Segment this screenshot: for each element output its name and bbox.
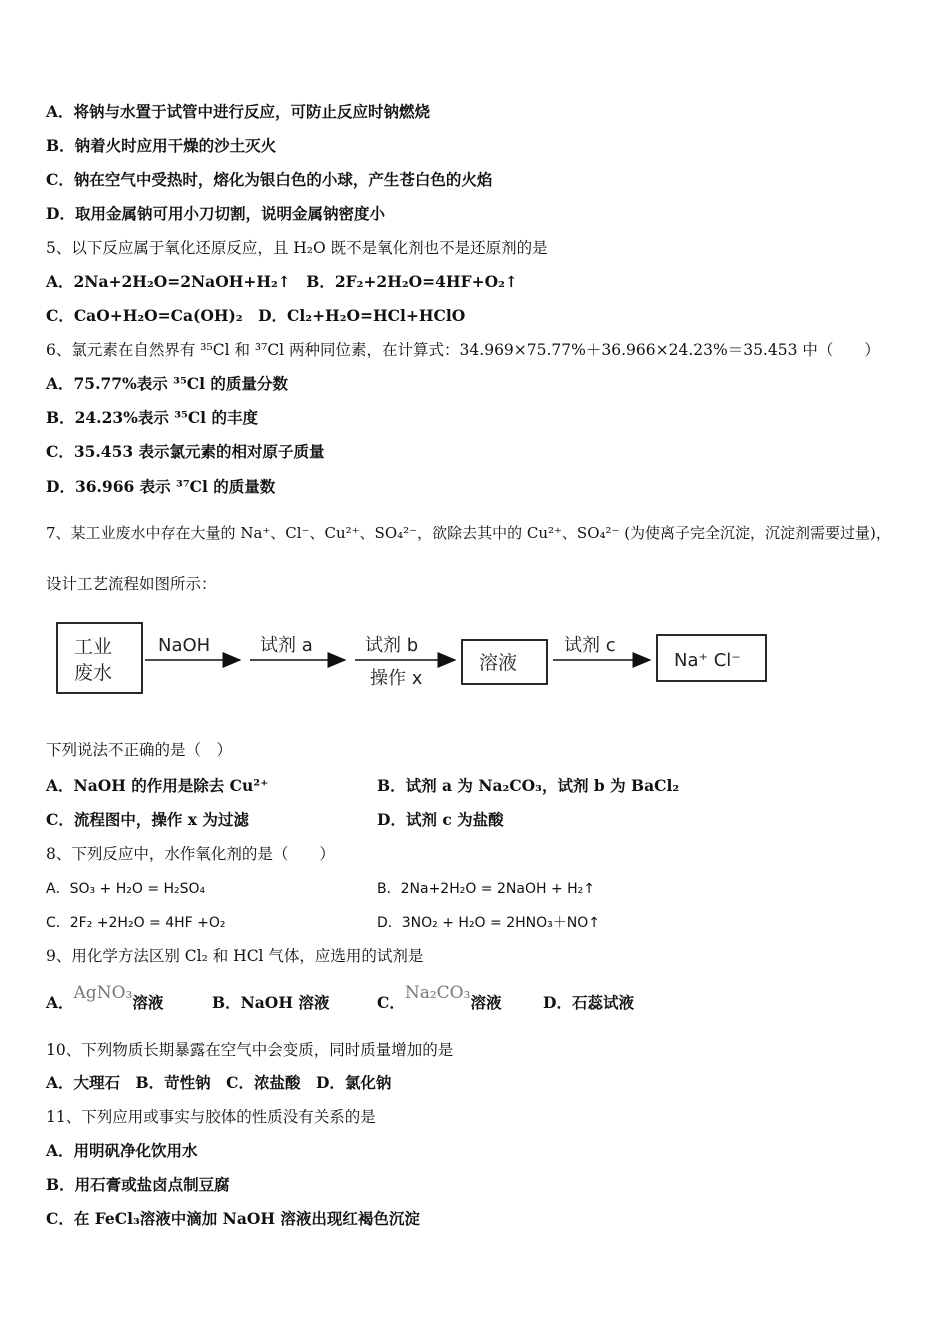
q8-stem: 8、下列反应中，水作氧化剂的是（ ） (46, 845, 335, 863)
q6-option-d: D．36.966 表示 ³⁷Cl 的质量数 (46, 477, 276, 496)
q4-option-b: B．钠着火时应用干燥的沙土灭火 (46, 136, 277, 155)
flow-box-wastewater-line2: 废水 (74, 662, 113, 684)
q8-option-c-text: C．2F₂ +2H₂O = 4HF +O₂ (46, 915, 226, 931)
q9-option-a-label: A． (46, 993, 74, 1012)
q8-option-b (377, 878, 595, 899)
q7-option-b: B．试剂 a 为 Na₂CO₃，试剂 b 为 BaCl₂ (377, 776, 680, 795)
q7-option-a: A．NaOH 的作用是除去 Cu²⁺ (46, 776, 269, 795)
q8-option-d (377, 912, 600, 933)
q6-option-c: C．35.453 表示氯元素的相对原子质量 (46, 442, 325, 461)
q5-options-ab: A．2Na+2H₂O=2NaOH+H₂↑ B．2F₂+2H₂O=4HF+O₂↑ (46, 272, 518, 291)
q6-option-a: A．75.77%表示 ³⁵Cl 的质量分数 (46, 374, 288, 393)
q7-option-c: C．流程图中，操作 x 为过滤 (46, 810, 249, 829)
q7-stem-line2: 设计工艺流程如图所示： (46, 575, 217, 593)
q11-option-b: B．用石膏或盐卤点制豆腐 (46, 1175, 230, 1194)
flow-arrow-2-label: 试剂 a (260, 635, 313, 656)
flow-arrow-3-label-top: 试剂 b (365, 635, 419, 656)
q9-option-c-label: C． (377, 993, 405, 1012)
q11-stem: 11、下列应用或事实与胶体的性质没有关系的是 (46, 1108, 376, 1126)
flow-arrow-4-label: 试剂 c (564, 635, 616, 656)
q6-option-b: B．24.23%表示 ³⁵Cl 的丰度 (46, 408, 258, 427)
q7-option-d: D．试剂 c 为盐酸 (377, 810, 504, 829)
flow-box-wastewater-line1: 工业 (74, 636, 113, 658)
q11-option-c: C．在 FeCl₃溶液中滴加 NaOH 溶液出现红褐色沉淀 (46, 1209, 420, 1228)
q5-stem: 5、以下反应属于氧化还原反应，且 H₂O 既不是氧化剂也不是还原剂的是 (46, 239, 548, 257)
q6-stem: 6、氯元素在自然界有 ³⁵Cl 和 ³⁷Cl 两种同位素，在计算式：34.969×75.77%＋36.966×24.23%＝35.453 中（ ） (46, 341, 880, 359)
q8-option-d-text: D．3NO₂ + H₂O = 2HNO₃＋NO↑ (377, 915, 600, 931)
process-flow-diagram (0, 615, 950, 715)
q4-option-d: D．取用金属钠可用小刀切割，说明金属钠密度小 (46, 204, 385, 223)
q9-option-d: D．石蕊试液 (543, 993, 634, 1012)
flow-box-result-label: Na⁺ Cl⁻ (674, 650, 741, 671)
q9-stem: 9、用化学方法区别 Cl₂ 和 HCl 气体，应选用的试剂是 (46, 947, 424, 965)
q10-stem: 10、下列物质长期暴露在空气中会变质，同时质量增加的是 (46, 1041, 454, 1059)
q7-stem-line1: 7、某工业废水中存在大量的 Na⁺、Cl⁻、Cu²⁺、SO₄²⁻，欲除去其中的 Cu²⁺、SO₄²⁻ (为使离子完全沉淀，沉淀剂需要过量)， (46, 524, 891, 542)
q10-options: A．大理石 B．苛性钠 C．浓盐酸 D．氯化钠 (46, 1073, 392, 1092)
q7-question: 下列说法不正确的是（ ） (46, 741, 233, 759)
q8-option-b-text: B．2Na+2H₂O = 2NaOH + H₂↑ (377, 881, 595, 897)
q8-option-a-text: A．SO₃ + H₂O = H₂SO₄ (46, 881, 206, 897)
q9-option-c (377, 983, 502, 1013)
flow-arrow-1-label: NaOH (158, 635, 211, 656)
flow-arrow-3-label-bottom: 操作 x (370, 668, 423, 689)
q8-option-c (46, 912, 226, 933)
q9-option-a-tail: 溶液 (132, 993, 164, 1012)
flow-box-solution-label: 溶液 (479, 652, 518, 674)
q9-option-a (46, 983, 164, 1013)
q9-option-b: B．NaOH 溶液 (212, 993, 330, 1012)
q11-option-a: A．用明矾净化饮用水 (46, 1141, 198, 1160)
q5-options-cd: C．CaO+H₂O=Ca(OH)₂ D．Cl₂+H₂O=HCl+HClO (46, 306, 466, 325)
q8-option-a (46, 878, 205, 899)
q4-option-a: A．将钠与水置于试管中进行反应，可防止反应时钠燃烧 (46, 102, 431, 121)
q4-option-c: C．钠在空气中受热时，熔化为银白色的小球，产生苍白色的火焰 (46, 170, 493, 189)
q9-option-c-formula: Na₂CO₃ (404, 983, 471, 1003)
q9-option-a-formula: AgNO₃ (73, 983, 133, 1003)
q9-option-c-tail: 溶液 (470, 993, 502, 1012)
